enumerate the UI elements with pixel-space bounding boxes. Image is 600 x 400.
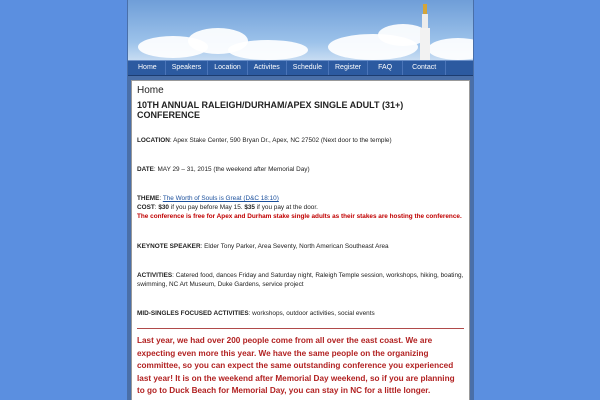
date-value: : MAY 29 – 31, 2015 (the weekend after Memorial Day) — [153, 166, 310, 173]
theme-sep: : — [159, 195, 163, 202]
activities-label: ACTIVITIES — [137, 272, 173, 279]
theme-label: THEME — [137, 195, 160, 202]
temple-spire-top — [422, 14, 428, 28]
theme-link[interactable]: The Worth of Souls is Great (D&C 18:10) — [162, 195, 279, 202]
cost-text-door: if you pay at the door. — [254, 204, 318, 211]
announcement-text: Last year, we had over 200 people come from all over the east coast. We are expecting even more this year. We have the same people on the organizing committee, so you can expect the same outstanding conference you experienced last year! It is on the weekend after Memorial Day weekend, so if you are planning to go to Duck Beach for Memorial Day, you can stay in NC for a little longer. — [137, 336, 455, 395]
location-label: LOCATION — [137, 137, 170, 144]
activities-line — [137, 271, 464, 289]
date-label: DATE — [137, 166, 154, 173]
date-line — [137, 165, 464, 174]
free-note: The conference is free for Apex and Durham stake single adults as their stakes are hosting the conference. — [137, 213, 462, 220]
keynote-line — [137, 242, 464, 251]
theme-line — [137, 194, 464, 203]
nav-location[interactable]: Location — [208, 61, 247, 75]
nav-register[interactable]: Register — [329, 61, 368, 75]
cost-price-early: $30 — [158, 204, 169, 211]
cost-line — [137, 203, 464, 212]
nav-schedule[interactable]: Schedule — [287, 61, 329, 75]
nav-contact[interactable]: Contact — [403, 61, 446, 75]
mid-singles-line — [137, 309, 464, 318]
temple-spire — [420, 28, 430, 60]
cloud — [428, 38, 473, 60]
cost-label: COST — [137, 204, 155, 211]
nav-speakers[interactable]: Speakers — [166, 61, 209, 75]
activities-value: : Catered food, dances Friday and Saturday night, Raleigh Temple session, workshops, hiking, boating, swimming, NC Art Museum, Duke Gardens, service project — [137, 272, 464, 288]
angel-statue-icon — [423, 4, 427, 14]
divider — [137, 328, 464, 329]
breadcrumb: Home — [137, 85, 164, 96]
nav-faq[interactable]: FAQ — [368, 61, 403, 75]
keynote-label: KEYNOTE SPEAKER — [137, 243, 201, 250]
keynote-value: : Elder Tony Parker, Area Seventy, North American Southeast Area — [200, 243, 389, 250]
location-value: : Apex Stake Center, 590 Bryan Dr., Apex, NC 27502 (Next door to the temple) — [169, 137, 392, 144]
mid-singles-value: : workshops, outdoor activities, social events — [248, 310, 375, 317]
page-title: 10TH ANNUAL RALEIGH/DURHAM/APEX SINGLE ADULT (31+) CONFERENCE — [137, 100, 404, 120]
nav-home[interactable]: Home — [130, 61, 166, 75]
main-nav — [128, 60, 473, 76]
header-banner — [128, 0, 473, 60]
location-line — [137, 136, 464, 145]
main-content — [131, 80, 470, 400]
nav-activities[interactable]: Activites — [248, 61, 287, 75]
cost-price-door: $35 — [244, 204, 255, 211]
mid-singles-label: MID-SINGLES FOCUSED ACTIVITIES — [137, 310, 249, 317]
cloud — [228, 40, 308, 60]
cost-sep: : — [154, 204, 159, 211]
theme-cost-block — [137, 194, 464, 222]
cost-text-early: if you pay before May 15. — [169, 204, 245, 211]
